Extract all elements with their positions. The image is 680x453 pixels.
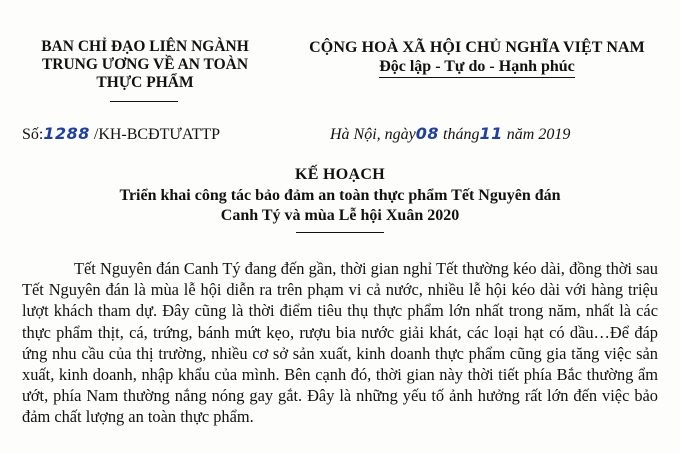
subtitle-line-2: Canh Tý và mùa Lễ hội Xuân 2020 bbox=[220, 207, 460, 224]
date-month-label: tháng bbox=[443, 126, 480, 143]
subtitle-underline-divider bbox=[296, 232, 384, 233]
document-number-suffix: /KH-BCĐTƯATTP bbox=[93, 126, 221, 143]
document-subtitle bbox=[80, 186, 600, 226]
issue-date-line bbox=[330, 124, 570, 144]
agency-line-3: THỰC PHẨM bbox=[96, 74, 194, 91]
document-number bbox=[22, 124, 220, 144]
agency-underline-divider bbox=[110, 101, 178, 102]
date-year: năm 2019 bbox=[506, 126, 571, 143]
document-number-handwritten: 1288 bbox=[43, 124, 90, 143]
nation-name: CỘNG HOÀ XÃ HỘI CHỦ NGHĨA VIỆT NAM bbox=[309, 39, 645, 56]
date-place: Hà Nội, ngày bbox=[330, 126, 416, 143]
body-paragraph: Tết Nguyên đán Canh Tý đang đến gần, thời gian nghỉ Tết thường kéo dài, đồng thời sau Tết Nguyên đán là mùa lễ hội diễn ra trên phạm vi cả nước, nhiều lễ hội kéo dài với hàng triệu lượt khách tham dự. Đây cũng là thời điểm tiêu thụ thực phẩm lớn nhất trong năm, nhất là các thực phẩm thịt, cá, trứng, bánh mứt kẹo, rượu bia nước giải khát, các loại hạt có dầu…Để đáp ứng nhu cầu của thị trường, nhiều cơ sở sản xuất, kinh doanh thực phẩm cũng gia tăng việc sản xuất, kinh doanh, nhập khẩu của mình. Bên cạnh đó, thời gian này thời tiết phía Bắc thường ẩm ướt, phía Nam thường nắng nóng gay gắt. Đây là những yếu tố ảnh hưởng rất lớn đến việc bảo đảm chất lượng an toàn thực phẩm. bbox=[22, 259, 658, 427]
agency-line-2: TRUNG ƯƠNG VỀ AN TOÀN bbox=[41, 56, 249, 73]
date-month-handwritten: 11 bbox=[479, 124, 503, 143]
document-title: KẾ HOẠCH bbox=[295, 166, 385, 183]
national-header bbox=[282, 38, 672, 78]
agency-line-1: BAN CHỈ ĐẠO LIÊN NGÀNH bbox=[41, 38, 249, 55]
subtitle-line-1: Triển khai công tác bảo đảm an toàn thực phẩm Tết Nguyên đán bbox=[119, 187, 561, 204]
date-day-handwritten: 08 bbox=[415, 124, 440, 143]
document-number-prefix: Số: bbox=[22, 126, 44, 143]
issuing-agency bbox=[20, 38, 270, 92]
national-motto: Độc lập - Tự do - Hạnh phúc bbox=[379, 57, 575, 78]
